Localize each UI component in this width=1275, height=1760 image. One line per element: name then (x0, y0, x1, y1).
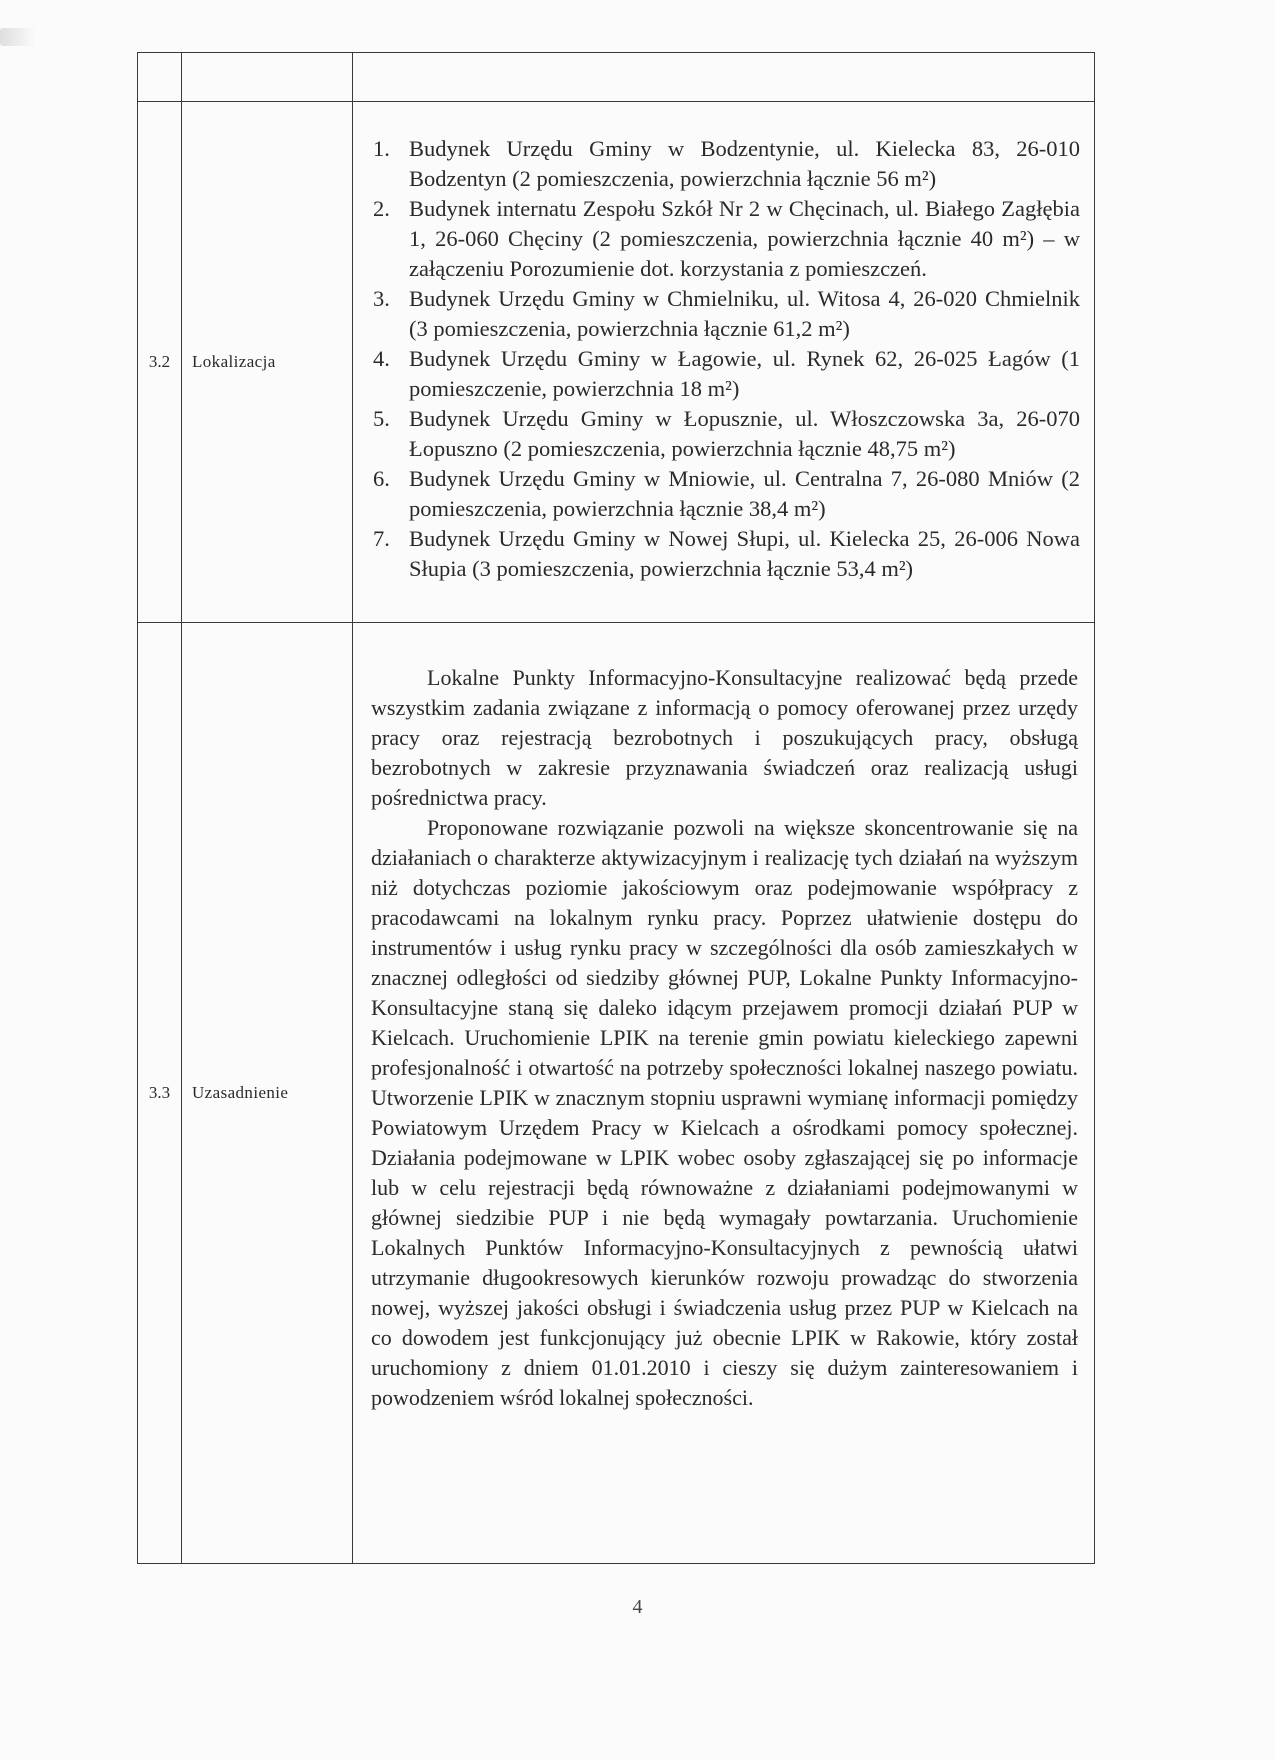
list-item (363, 284, 1080, 344)
list-item-index: 6. (373, 466, 390, 491)
list-item-index: 2. (373, 196, 390, 221)
justification-cell (353, 623, 1095, 1564)
row-number: 3.2 (138, 102, 182, 623)
list-item-text: Budynek Urzędu Gminy w Nowej Słupi, ul. Kielecka 25, 26-006 Nowa Słupia (3 pomieszczenia, powierzchnia łącznie 53,4 m²) (409, 526, 1080, 581)
list-item-text: Budynek Urzędu Gminy w Łagowie, ul. Rynek 62, 26-025 Łagów (1 pomieszczenie, powierzchnia 18 m²) (409, 346, 1080, 401)
justification-paragraph: Lokalne Punkty Informacyjno-Konsultacyjne realizować będą przede wszystkim zadania związane z informacją o pomocy oferowanej przez urzędy pracy oraz rejestracją bezrobotnych i poszukujących pracy, obsługą bezrobotnych w zakresie przyznawania świadczeń oraz realizacją usługi pośrednictwa pracy. (371, 665, 1078, 810)
scan-artifact (0, 28, 36, 46)
page-number: 4 (632, 1596, 643, 1618)
document-table (137, 52, 1095, 1564)
empty-cell-content (353, 53, 1095, 102)
list-item-text: Budynek Urzędu Gminy w Bodzentynie, ul. Kielecka 83, 26-010 Bodzentyn (2 pomieszczenia, powierzchnia łącznie 56 m²) (409, 136, 1080, 191)
list-item-index: 7. (373, 526, 390, 551)
justification-text (363, 623, 1080, 1413)
row-label: Lokalizacja (182, 102, 353, 623)
list-item-index: 1. (373, 136, 390, 161)
empty-cell-number (138, 53, 182, 102)
list-item-index: 5. (373, 406, 390, 431)
list-item (363, 464, 1080, 524)
list-item-text: Budynek internatu Zespołu Szkół Nr 2 w Chęcinach, ul. Białego Zagłębia 1, 26-060 Chęciny (2 pomieszczenia, powierzchnia łącznie 40 m²) – w załączeniu Porozumienie dot. korzystania z pomieszczeń. (409, 196, 1080, 281)
list-item-index: 4. (373, 346, 390, 371)
location-list-cell (353, 102, 1095, 623)
list-item (363, 404, 1080, 464)
table-row-lokalizacja (138, 102, 1095, 623)
list-item (363, 524, 1080, 584)
list-item-text: Budynek Urzędu Gminy w Chmielniku, ul. Witosa 4, 26-020 Chmielnik (3 pomieszczenia, powierzchnia łącznie 61,2 m²) (409, 286, 1080, 341)
list-item (363, 194, 1080, 284)
list-item-text: Budynek Urzędu Gminy w Mniowie, ul. Centralna 7, 26-080 Mniów (2 pomieszczenia, powierzchnia łącznie 38,4 m²) (409, 466, 1080, 521)
list-item (363, 344, 1080, 404)
row-number: 3.3 (138, 623, 182, 1564)
list-item-index: 3. (373, 286, 390, 311)
location-list (363, 102, 1080, 584)
justification-paragraph: Proponowane rozwiązanie pozwoli na większe skoncentrowanie się na działaniach o charakterze aktywizacyjnym i realizację tych działań na wyższym niż dotychczas poziomie jakościowym oraz podejmowanie współpracy z pracodawcami na lokalnym rynku pracy. Poprzez ułatwienie dostępu do instrumentów i usług rynku pracy w szczególności dla osób zamieszkałych w znacznej odległości od siedziby głównej PUP, Lokalne Punkty Informacyjno-Konsultacyjne staną się daleko idącym przejawem promocji działań PUP w Kielcach. Uruchomienie LPIK na terenie gmin powiatu kieleckiego zapewni profesjonalność i otwartość na potrzeby społeczności lokalnej naszego powiatu. Utworzenie LPIK w znacznym stopniu usprawni wymianę informacji pomiędzy Powiatowym Urzędem Pracy w Kielcach a ośrodkami pomocy społecznej. Działania podejmowane w LPIK wobec osoby zgłaszającej się po informacje lub w celu rejestracji będą równoważne z działaniami podejmowanymi w głównej siedzibie PUP i nie będą wymagały powtarzania. Uruchomienie Lokalnych Punktów Informacyjno-Konsultacyjnych z pewnością ułatwi utrzymanie długookresowych kierunków rozwoju prowadząc do stworzenia nowej, wyższej jakości obsługi i świadczenia usług przez PUP w Kielcach na co dowodem jest funkcjonujący już obecnie LPIK w Rakowie, który został uruchomiony z dniem 01.01.2010 i cieszy się dużym zainteresowaniem i powodzeniem wśród lokalnej społeczności. (371, 815, 1078, 1410)
table-row-empty (138, 53, 1095, 102)
list-item (363, 134, 1080, 194)
list-item-text: Budynek Urzędu Gminy w Łopusznie, ul. Włoszczowska 3a, 26-070 Łopuszno (2 pomieszczenia, powierzchnia łącznie 48,75 m²) (409, 406, 1080, 461)
row-label: Uzasadnienie (182, 623, 353, 1564)
table-row-uzasadnienie (138, 623, 1095, 1564)
empty-cell-label (182, 53, 353, 102)
